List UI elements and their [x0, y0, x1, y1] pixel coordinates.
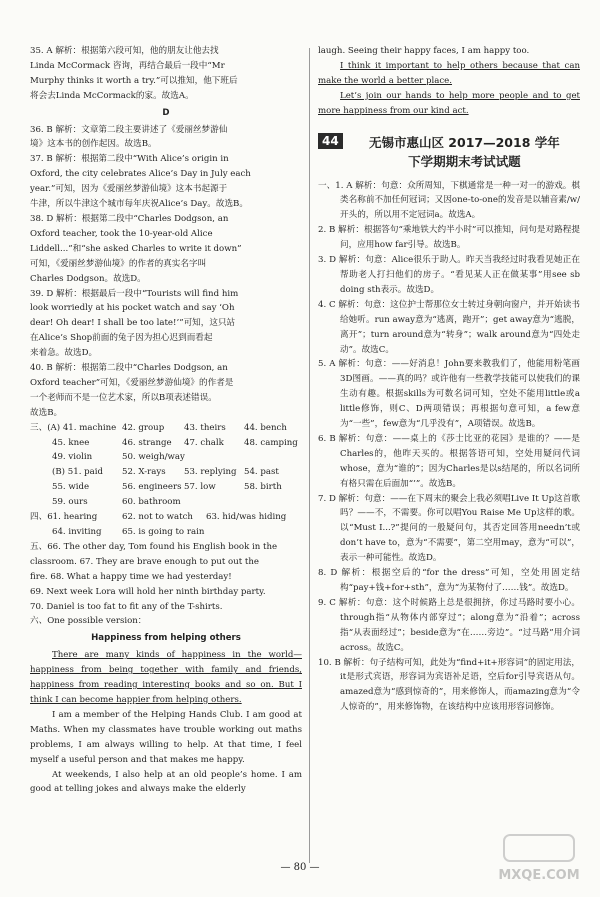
answer-row: (B) 51. paid 52. X-rays 53. replying 54. past: [52, 467, 279, 478]
section-4-answers: [30, 510, 302, 540]
answer-item: 一、1. A 解析：句意：众所周知，下棋通常是一种一对一的游戏。棋类名称前不加任何冠词；又因one-to-one的发音是以辅音素/w/开头的，所以用不定冠词a。故选A。: [318, 180, 580, 221]
answer-row: 三、(A) 41. machine 42. group 43. theirs 44. bench: [30, 422, 287, 433]
answer-item: 3. D 解析：句意：Alice很乐于助人。昨天当我经过时我看见她正在帮助老人打扫他们的房子。“看见某人正在做某事”用see sb doing sth表示。故选D。: [318, 255, 580, 295]
watermark-text: MXQE.COM: [498, 868, 580, 883]
exam-section-header: [318, 133, 580, 171]
answer-37: 37. B 解析：根据第二段中“With Alice’s origin in Oxford, the city celebrates Alice’s Day in July each year.”可知，因为《爱丽丝梦游仙境》这本书起源于 牛津，所以牛津这个城市每年庆祝Alice’s Day。故选B。: [30, 154, 251, 210]
answer-row: 45. knee 46. strange 47. chalk 48. camping: [52, 437, 298, 448]
answer-item: 8. D 解析：根据空后的“for the dress”可知，空处用固定结构“pay+钱+for+sth”，意为“为某物付了……钱”。故选D。: [318, 568, 580, 593]
answer-row: 64. inviting 65. is going to rain: [52, 527, 205, 537]
essay-paragraph: I am a member of the Helping Hands Club. I am good at Maths. When my classmates have trouble working out maths problems, I am always willing to help. At that time, I feel myself a useful person and that makes me happy.: [30, 709, 302, 765]
section-d-heading: D: [162, 107, 170, 118]
answer-item: 4. C 解析：句意：这位护士帮那位女士转过身朝向窗户，并开始读书给她听。run away意为“逃离，跑开”；get away意为“逃脱，离开”；turn around意为“转身”；walk around意为“四处走动”。故选C。: [318, 299, 580, 355]
answer-item: 6. B 解析：句意：——桌上的《莎士比亚的花园》是谁的？——是Charles的，他昨天买的。根据答语可知，空处用疑问代词whose，意为“谁的”；因为Charles是以s结尾的，所以名词所有格只需在后面加“’”。故选B。: [318, 433, 580, 489]
essay-paragraph: At weekends, I also help at an old people’s home. I am good at telling jokes and always make the elderly: [30, 769, 302, 795]
answer-row: 49. violin 50. weigh/way: [52, 452, 185, 463]
answer-item: 9. C 解析：句意：这个时候路上总是很拥挤，你过马路时要小心。through指“从物体内部穿过”；along意为“沿着”；across指“从表面经过”；beside意为“在……旁边”。“过马路”用介词across。故选C。: [318, 597, 580, 653]
answer-item: 7. D 解析：句意：——在下周末的聚会上我必须唱Live It Up这首歌吗？——不，不需要。你可以唱You Raise Me Up这样的歌。以“Must I...?”提问的一般疑问句，其否定回答用needn’t或don’t have to，意为“不需要”，第二空用may，意为“可以”，表示一种可能性。故选D。: [318, 493, 580, 564]
answer-40: 40. B 解析：根据第二段中“Charles Dodgson, an Oxford teacher”可知，《爱丽丝梦游仙境》的作者是 一个老师而不是一位艺术家，所以B项表述错误。 故选B。: [30, 363, 234, 418]
right-column: [318, 44, 580, 715]
exam-title: 无锡市惠山区 2017—2018 学年 下学期期末考试试题: [368, 134, 560, 169]
answer-item: 2. B 解析：根据答句“乘地铁大约半小时”可以推知，问句是对路程提问，应用how far引导。故选B。: [318, 225, 580, 251]
section-6-heading: 六、One possible version：: [30, 616, 147, 627]
section-3-answers: [30, 421, 302, 510]
answer-item: 10. B 解析：句子结构可知，此处为“find+it+形容词”的固定用法，it是形式宾语，形容词为宾语补足语，空后for引导宾语从句。amazed意为“感到惊奇的”，用来修饰人，而amazing意为“令人惊奇的”，用来修饰物，在该结构中应该用形容词修饰。: [318, 657, 580, 713]
watermark-logo: [484, 831, 594, 889]
essay-title: Happiness from helping others: [91, 633, 241, 644]
essay-paragraph: Let’s join our hands to help more people and to get more happiness from our kind act.: [318, 90, 580, 116]
column-divider: [309, 48, 310, 863]
essay-continuation: laugh. Seeing their happy faces, I am happy too.: [318, 46, 530, 56]
section-5-answers: 五、66. The other day, Tom found his English book in the classroom. 67. They are brave enough to put out the fire. 68. What a happy time we had yesterday! 69. Next week Lora will hold her ninth birthday party. 70. Daniel is too fat to fit any of the T-shirts.: [30, 541, 278, 612]
answer-row: 四、61. hearing 62. not to watch 63. hid/was hiding: [30, 512, 287, 523]
answer-38: 38. D 解析：根据第二段中“Charles Dodgson, an Oxford teacher, took the 10-year-old Alice Liddell...”和“she asked Charles to write it down” 可知，《爱丽丝梦游仙境》的作者的真实名字叫 Charles Dodgson。故选D。: [30, 213, 242, 284]
essay-paragraph: There are many kinds of happiness in the world—happiness from being together with family and friends, happiness from reading interesting books and so on. But I think I can become happier from helping others.: [30, 650, 302, 705]
answer-35: 35. A 解析：根据第六段可知，他的朋友让他去找 Linda McCormack 咨询，再结合最后一段中“Mr Murphy thinks it worth a try.”可以推知，他下班后 将会去Linda McCormack的家。故选A。: [30, 46, 238, 101]
answer-36: 36. B 解析：文章第二段主要讲述了《爱丽丝梦游仙 境》这本书的创作起因。故选B。: [30, 124, 228, 150]
answer-row: 55. wide 56. engineers 57. low 58. birth: [52, 482, 282, 493]
section-number-badge: 44: [318, 133, 343, 150]
left-column: [30, 44, 302, 797]
answer-list: [318, 179, 580, 716]
answer-39: 39. D 解析：根据最后一段中“Tourists will find him look worriedly at his pocket watch and say ‘Oh dear! Oh dear! I shall be too late!’”可知，这只站 在Alice’s Shop前面的兔子因为担心迟到而看起 来着急。故选D。: [30, 288, 239, 359]
answer-item: 5. A 解析：句意：——好消息！John要来教我们了，他能用粉笔画3D图画。——真的吗？或许他有一些教学技能可以使我们的课生动有趣。根据skills为可数名词可知，空处不能用little或a little修饰，则C、D两项错误；再根据句意可知，a few意为“一些”，few意为“几乎没有”，A项错误。故选B。: [318, 359, 580, 430]
answer-row: 59. ours 60. bathroom: [52, 497, 181, 508]
page-number: — 80 —: [280, 862, 320, 873]
essay-paragraph: I think it important to help others because that can make the world a better place.: [318, 60, 580, 86]
